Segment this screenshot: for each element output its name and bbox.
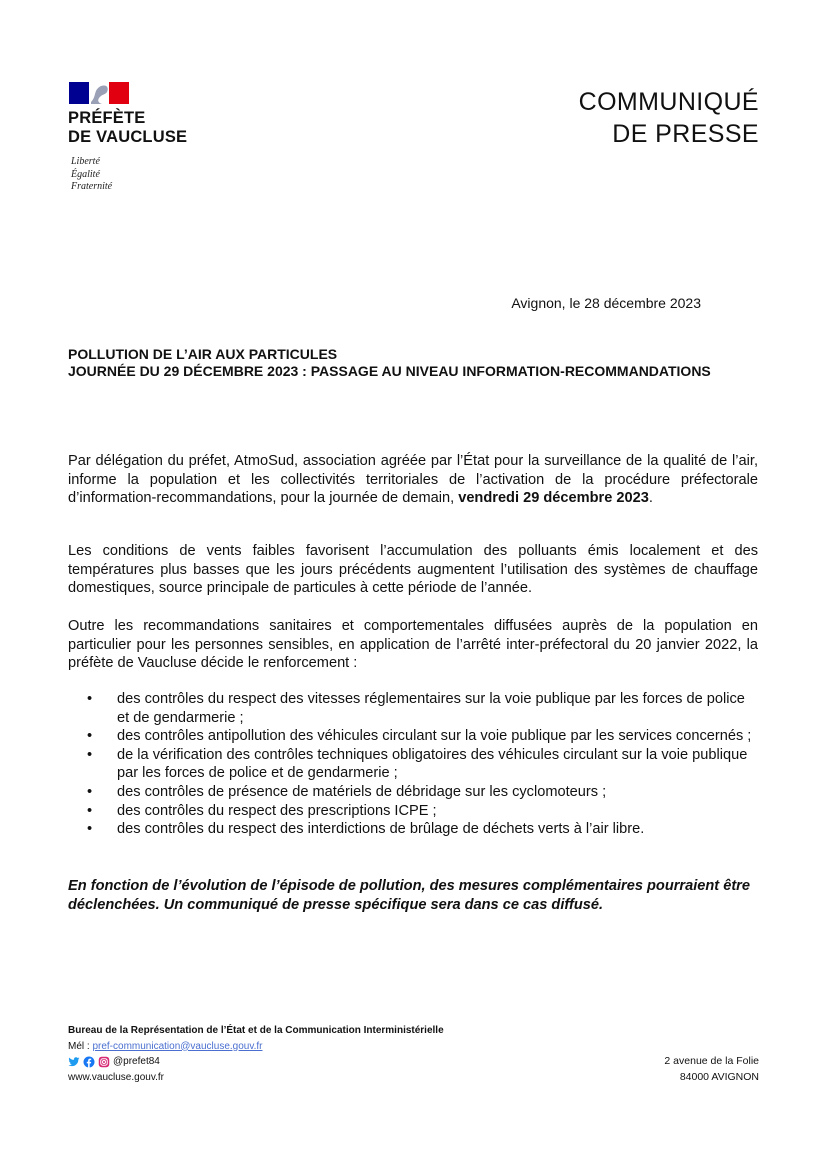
bullet-marker: • [87,783,93,800]
bullet-marker: • [87,691,93,707]
footer-mail-line [68,1039,444,1055]
list-item [87,727,759,746]
intro-end: . [648,490,653,507]
twitter-icon[interactable] [68,1056,80,1068]
prefecture-name [68,109,187,147]
list-item-text: des contrôles de présence de matériels de débridage sur les cyclomoteurs ; [117,783,607,800]
paragraph-conditions: Les conditions de vents faibles favorisent l’accumulation des polluants émis localement et des températures plus basses que les jours précédents augmentent l’utilisation des systèmes de chauffage domestiques, source principale de particules à cette période de l’année. [68,543,758,597]
press-release-title [68,346,758,380]
address-line-1: 2 avenue de la Folie [664,1055,759,1067]
mail-link[interactable]: pref-communication@vaucluse.gouv.fr [92,1040,263,1052]
list-item [87,820,759,839]
facebook-icon[interactable] [83,1056,95,1068]
intro-date-bold: vendredi 29 décembre 2023 [458,490,649,507]
bullet-marker: • [87,821,93,838]
document-type [579,86,759,150]
prefecture-line-1: PRÉFÈTE [68,109,146,127]
measures-list [87,690,759,839]
bullet-marker: • [87,728,93,745]
list-item-text: des contrôles du respect des prescriptions ICPE ; [117,802,437,819]
footer-contact [68,1023,444,1085]
footer-website[interactable]: www.vaucluse.gouv.fr [68,1071,164,1083]
bullet-marker: • [87,746,93,763]
list-item [87,690,759,727]
doc-type-line-2: DE PRESSE [612,120,759,148]
paragraph-measures: Outre les recommandations sanitaires et comportementales diffusées auprès de la population en particulier pour les personnes sensibles, en application de l’arrêté inter-préfectoral du 20 janvier 2022, la préfète de Vaucluse décide le renforcement : [68,618,758,672]
title-line-2: JOURNÉE DU 29 DÉCEMBRE 2023 : PASSAGE AU NIVEAU INFORMATION-RECOMMANDATIONS [68,363,711,379]
bullet-marker: • [87,802,93,819]
list-item-text: des contrôles antipollution des véhicules circulant sur la voie publique par les services concernés ; [117,728,752,745]
motto-fraternite: Fraternité [71,181,113,192]
instagram-icon[interactable] [98,1056,110,1068]
republic-motto [71,156,112,194]
footer-bureau: Bureau de la Représentation de l’État et de la Communication Interministérielle [68,1025,444,1036]
list-item [87,746,759,783]
list-item [87,783,759,802]
motto-egalite: Égalité [71,168,100,180]
date-line: Avignon, le 28 décembre 2023 [511,295,701,311]
list-item-text: des contrôles du respect des interdictions de brûlage de déchets verts à l’air libre. [117,821,645,838]
footer-address [664,1054,759,1085]
doc-type-line-1: COMMUNIQUÉ [578,88,759,116]
conclusion-note: En fonction de l’évolution de l’épisode de pollution, des mesures complémentaires pourraient être déclenchées. Un communiqué de presse spécifique sera dans ce cas diffusé. [68,878,750,913]
intro-text: Par délégation du préfet, AtmoSud, association agréée par l’État pour la surveillance de la qualité de l’air, informe la population et les collectivités territoriales de l’activation de la procédure préfectorale d’information-recommandations, pour la journée de demain, [68,453,758,507]
social-row [68,1054,444,1070]
address-line-2: 84000 AVIGNON [679,1070,759,1083]
list-item-text: de la vérification des contrôles techniques obligatoires des véhicules circulant sur la voie publique par les forces de police et de gendarmerie ; [117,746,748,782]
list-item-text: des contrôles du respect des vitesses réglementaires sur la voie publique par les forces de police et de gendarmerie ; [117,691,745,726]
paragraph-intro [68,452,758,508]
prefecture-line-2: DE VAUCLUSE [68,128,188,146]
list-item [87,802,759,821]
motto-liberte: Liberté [71,156,100,167]
title-line-1: POLLUTION DE L’AIR AUX PARTICULES [68,346,338,362]
social-handle: @prefet84 [113,1056,160,1067]
marianne-logo [69,82,129,104]
mail-label: Mél : [68,1040,93,1052]
